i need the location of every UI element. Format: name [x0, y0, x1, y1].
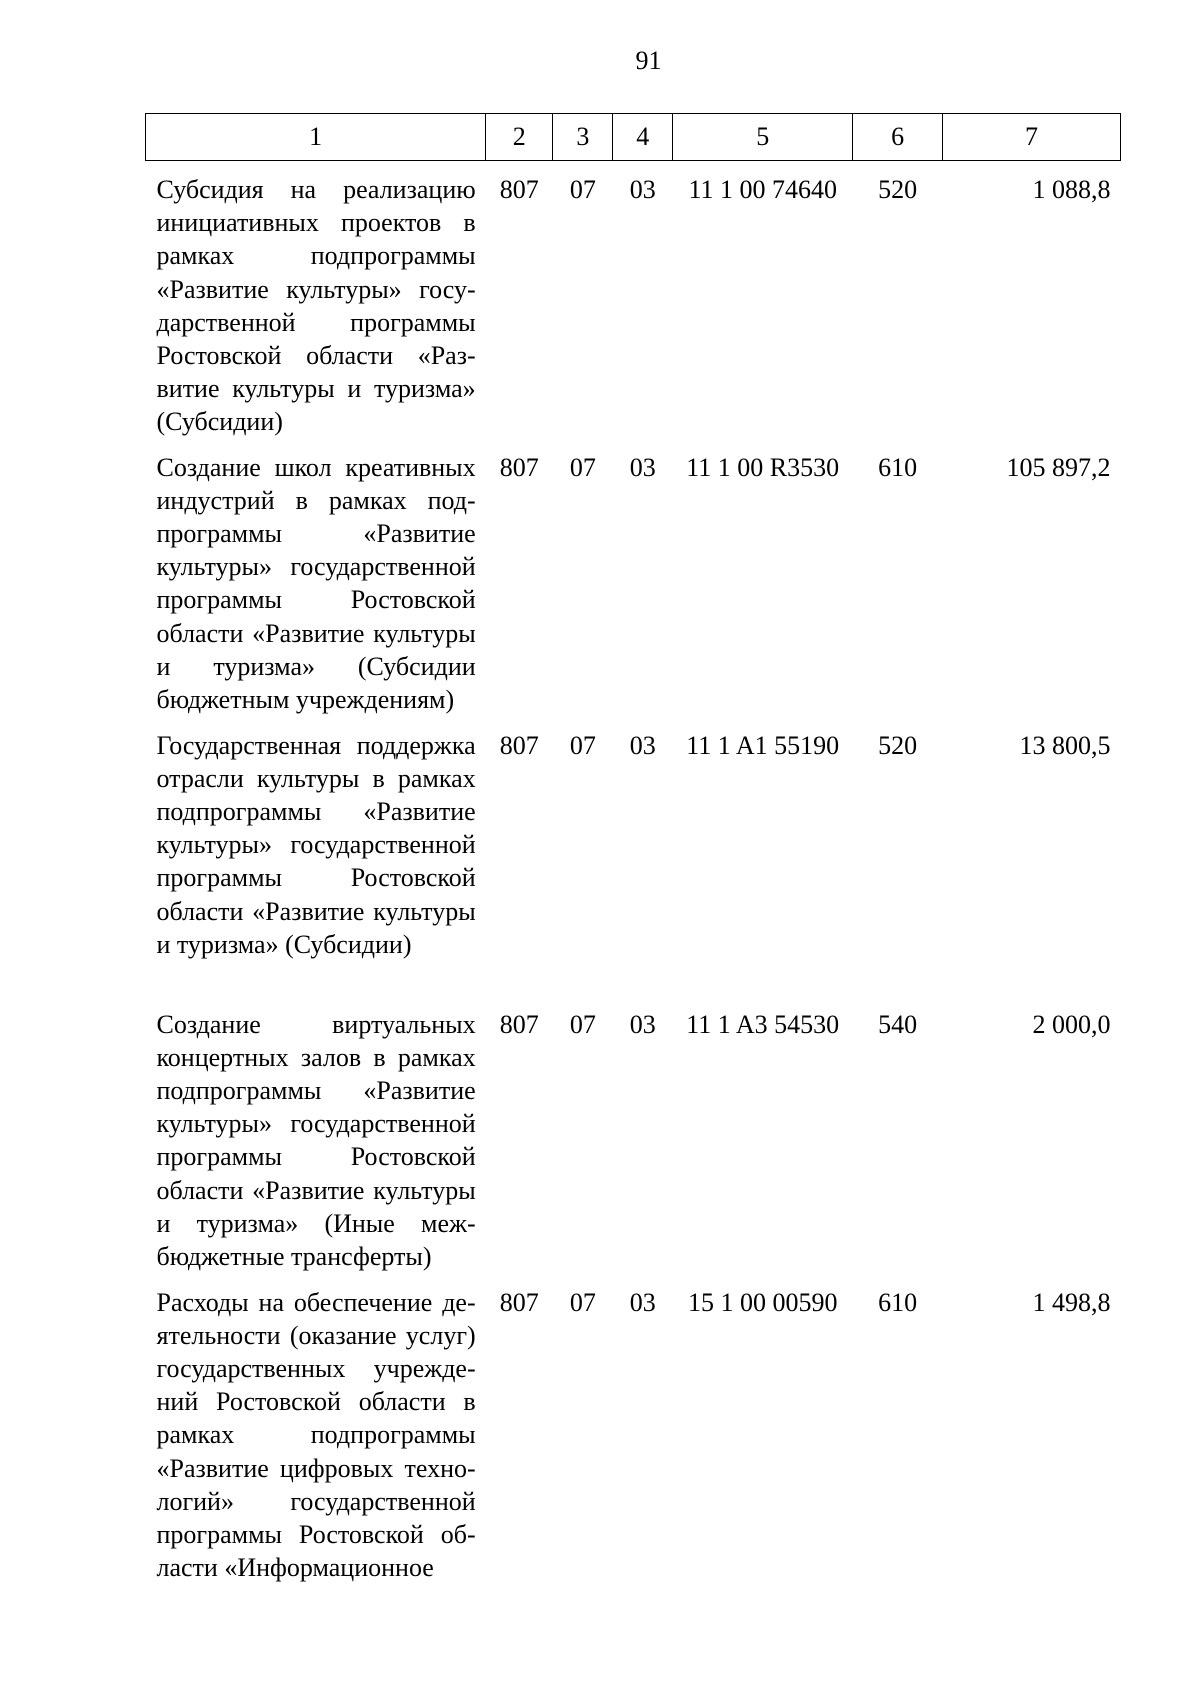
expense-type-code: 610: [878, 1287, 918, 1317]
column-header: 5: [673, 114, 853, 161]
expense-name: Расходы на обеспечение деятельности (оказание услуг) государственных учреждений Ростовской области в рамках подпрограммы «Развитие цифровых технологий» государственной программы Ростовской области «Информационное: [156, 1287, 476, 1583]
table-row: [146, 439, 1121, 717]
subsection-code: 03: [629, 730, 656, 760]
expense-name: Субсидия на реализацию инициативных проектов в рамках подпрограммы «Развитие культуры» государственной программы Ростовской области «Развитие культуры и туризма» (Субсидии): [156, 175, 476, 437]
target-article-code: 11 1 A3 54530: [686, 1009, 840, 1039]
table-header-row: [146, 114, 1121, 161]
column-header: 7: [943, 114, 1121, 161]
section-code: 07: [569, 175, 596, 204]
subsection-code: 03: [629, 452, 656, 482]
table-row: [146, 161, 1121, 439]
table-row: [146, 996, 1121, 1274]
expense-type-code: 610: [878, 452, 918, 482]
column-header: 3: [553, 114, 613, 161]
expense-type-code: 540: [878, 1009, 918, 1039]
section-code: 07: [569, 452, 596, 482]
amount: 1 498,8: [1032, 1287, 1111, 1317]
amount: 105 897,2: [1006, 452, 1111, 482]
target-article-code: 15 1 00 00590: [687, 1287, 838, 1317]
column-header: 2: [486, 114, 553, 161]
page-number: 91: [635, 46, 662, 75]
section-code: 07: [569, 1287, 596, 1317]
ministry-code: 807: [499, 1287, 539, 1317]
section-code: 07: [569, 1009, 596, 1039]
table-row: [146, 717, 1121, 996]
table-row: [146, 1274, 1121, 1586]
expense-name: Создание виртуальных концертных залов в рамках подпрограммы «Развитие культуры» государственной программы Ростовской области «Развитие культуры и туризма» (Иные межбюджетные трансферты): [156, 1009, 476, 1272]
section-code: 07: [569, 730, 596, 760]
expense-type-code: 520: [878, 175, 918, 204]
amount: 1 088,8: [1032, 175, 1111, 204]
amount: 2 000,0: [1032, 1009, 1111, 1039]
subsection-code: 03: [629, 1009, 656, 1039]
target-article-code: 11 1 00 74640: [688, 175, 837, 204]
ministry-code: 807: [499, 175, 539, 204]
expense-name: Государственная поддержка отрасли культуры в рамках подпрограммы «Развитие культуры» государственной программы Ростовской области «Развитие культуры и туризма» (Субсидии): [156, 730, 476, 959]
subsection-code: 03: [629, 1287, 656, 1317]
subsection-code: 03: [629, 175, 656, 204]
target-article-code: 11 1 A1 55190: [686, 730, 840, 760]
ministry-code: 807: [499, 730, 539, 760]
column-header: 4: [613, 114, 673, 161]
column-header: 1: [146, 114, 486, 161]
budget-table: [145, 113, 1121, 1586]
ministry-code: 807: [499, 1009, 539, 1039]
column-header: 6: [853, 114, 943, 161]
amount: 13 800,5: [1019, 730, 1111, 760]
expense-name: Создание школ креативных индустрий в рамках подпрограммы «Развитие культуры» государственной программы Ростовской области «Развитие культуры и туризма» (Субсидии бюджетным учреждениям): [156, 452, 476, 715]
ministry-code: 807: [499, 452, 539, 482]
expense-type-code: 520: [878, 730, 918, 760]
target-article-code: 11 1 00 R3530: [686, 452, 840, 482]
